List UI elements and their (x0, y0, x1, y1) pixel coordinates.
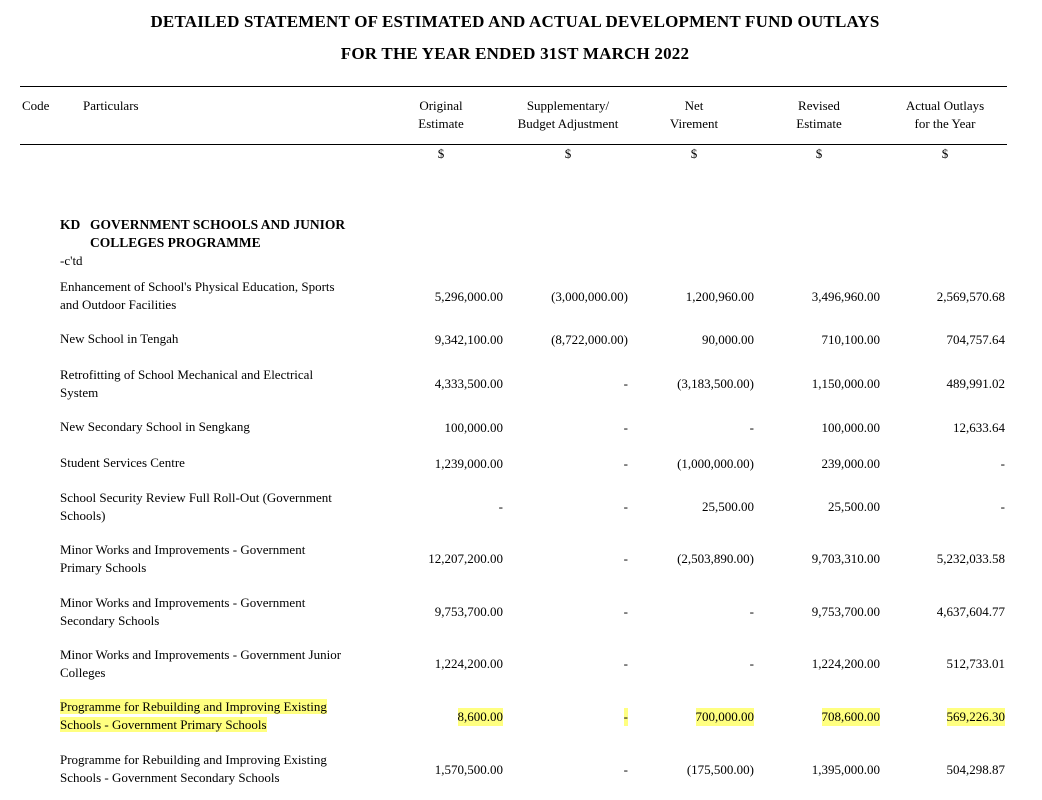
cell-actual-outlays: 504,298.87 (946, 762, 1005, 777)
section-heading (60, 216, 345, 252)
cell-original-estimate: - (498, 499, 503, 514)
cell-actual-outlays: 489,991.02 (946, 376, 1005, 391)
header-supplementary: Supplementary/ Budget Adjustment (517, 98, 619, 131)
header-particulars: Particulars (83, 98, 139, 113)
cell-net-virement: - (749, 656, 754, 671)
cell-net-virement: (1,000,000.00) (677, 456, 754, 471)
row-particulars: Programme for Rebuilding and Improving Existing Schools - Government Primary Schools (60, 699, 327, 732)
cell-actual-outlays: 2,569,570.68 (936, 289, 1005, 304)
row-particulars: Enhancement of School's Physical Education, Sports and Outdoor Facilities (60, 279, 335, 312)
cell-original-estimate: 1,239,000.00 (434, 456, 503, 471)
header-revised-estimate: Revised Estimate (796, 98, 842, 131)
header-net-virement: Net Virement (669, 98, 719, 131)
header-code: Code (22, 98, 50, 113)
cell-net-virement: (2,503,890.00) (677, 551, 754, 566)
row-particulars: Programme for Rebuilding and Improving Existing Schools - Government Secondary Schools (60, 752, 327, 785)
cell-revised-estimate: 239,000.00 (821, 456, 880, 471)
cell-supplementary: - (623, 420, 628, 435)
cell-original-estimate: 9,342,100.00 (434, 332, 503, 347)
cell-original-estimate: 100,000.00 (444, 420, 503, 435)
section-code: KD (60, 217, 81, 232)
currency-col1: $ (437, 146, 445, 161)
cell-net-virement: 25,500.00 (702, 499, 754, 514)
currency-col3: $ (690, 146, 698, 161)
cell-supplementary: - (623, 709, 628, 724)
cell-revised-estimate: 1,395,000.00 (811, 762, 880, 777)
cell-actual-outlays: 704,757.64 (946, 332, 1005, 347)
cell-revised-estimate: 9,753,700.00 (811, 604, 880, 619)
cell-original-estimate: 12,207,200.00 (428, 551, 503, 566)
cell-revised-estimate: 25,500.00 (828, 499, 880, 514)
row-particulars: New Secondary School in Sengkang (60, 419, 250, 434)
cell-actual-outlays: - (1000, 499, 1005, 514)
cell-actual-outlays: - (1000, 456, 1005, 471)
cell-revised-estimate: 100,000.00 (821, 420, 880, 435)
row-particulars: Minor Works and Improvements - Government Primary Schools (60, 542, 306, 575)
document-subtitle: FOR THE YEAR ENDED 31ST MARCH 2022 (340, 44, 690, 63)
cell-supplementary: - (623, 551, 628, 566)
cell-supplementary: - (623, 604, 628, 619)
cell-supplementary: - (623, 456, 628, 471)
header-original-estimate: Original Estimate (418, 98, 464, 131)
cell-revised-estimate: 708,600.00 (821, 709, 880, 724)
cell-net-virement: (175,500.00) (686, 762, 754, 777)
cell-original-estimate: 1,224,200.00 (434, 656, 503, 671)
cell-revised-estimate: 1,150,000.00 (811, 376, 880, 391)
header-bottom-rule (20, 144, 1007, 145)
cell-net-virement: (3,183,500.00) (677, 376, 754, 391)
row-particulars: Minor Works and Improvements - Government Secondary Schools (60, 595, 306, 628)
cell-actual-outlays: 5,232,033.58 (936, 551, 1005, 566)
cell-original-estimate: 1,570,500.00 (434, 762, 503, 777)
cell-net-virement: - (749, 420, 754, 435)
cell-net-virement: - (749, 604, 754, 619)
header-actual-outlays: Actual Outlays for the Year (905, 98, 985, 131)
section-title: GOVERNMENT SCHOOLS AND JUNIOR COLLEGES PROGRAMME (90, 217, 346, 250)
currency-col2: $ (564, 146, 572, 161)
cell-original-estimate: 4,333,500.00 (434, 376, 503, 391)
cell-supplementary: - (623, 499, 628, 514)
cell-actual-outlays: 12,633.64 (953, 420, 1005, 435)
cell-revised-estimate: 710,100.00 (821, 332, 880, 347)
document-title: DETAILED STATEMENT OF ESTIMATED AND ACTUAL DEVELOPMENT FUND OUTLAYS (150, 12, 880, 31)
currency-col5: $ (941, 146, 949, 161)
cell-revised-estimate: 3,496,960.00 (811, 289, 880, 304)
row-particulars: New School in Tengah (60, 331, 179, 346)
cell-actual-outlays: 569,226.30 (946, 709, 1005, 724)
cell-actual-outlays: 4,637,604.77 (936, 604, 1005, 619)
cell-actual-outlays: 512,733.01 (946, 656, 1005, 671)
currency-col4: $ (815, 146, 823, 161)
cell-revised-estimate: 9,703,310.00 (811, 551, 880, 566)
cell-net-virement: 1,200,960.00 (685, 289, 754, 304)
cell-supplementary: (3,000,000.00) (551, 289, 628, 304)
row-particulars: Student Services Centre (60, 455, 185, 470)
cell-supplementary: - (623, 656, 628, 671)
cell-original-estimate: 8,600.00 (457, 709, 503, 724)
row-particulars: Retrofitting of School Mechanical and Electrical System (60, 367, 314, 400)
cell-original-estimate: 5,296,000.00 (434, 289, 503, 304)
cell-supplementary: (8,722,000.00) (551, 332, 628, 347)
cell-supplementary: - (623, 376, 628, 391)
header-top-rule (20, 86, 1007, 87)
cell-supplementary: - (623, 762, 628, 777)
row-particulars: Minor Works and Improvements - Government Junior Colleges (60, 647, 342, 680)
cell-original-estimate: 9,753,700.00 (434, 604, 503, 619)
cell-revised-estimate: 1,224,200.00 (811, 656, 880, 671)
section-continued: -c'td (60, 253, 83, 268)
cell-net-virement: 700,000.00 (695, 709, 754, 724)
cell-net-virement: 90,000.00 (702, 332, 754, 347)
row-particulars: School Security Review Full Roll-Out (Government Schools) (60, 490, 332, 523)
